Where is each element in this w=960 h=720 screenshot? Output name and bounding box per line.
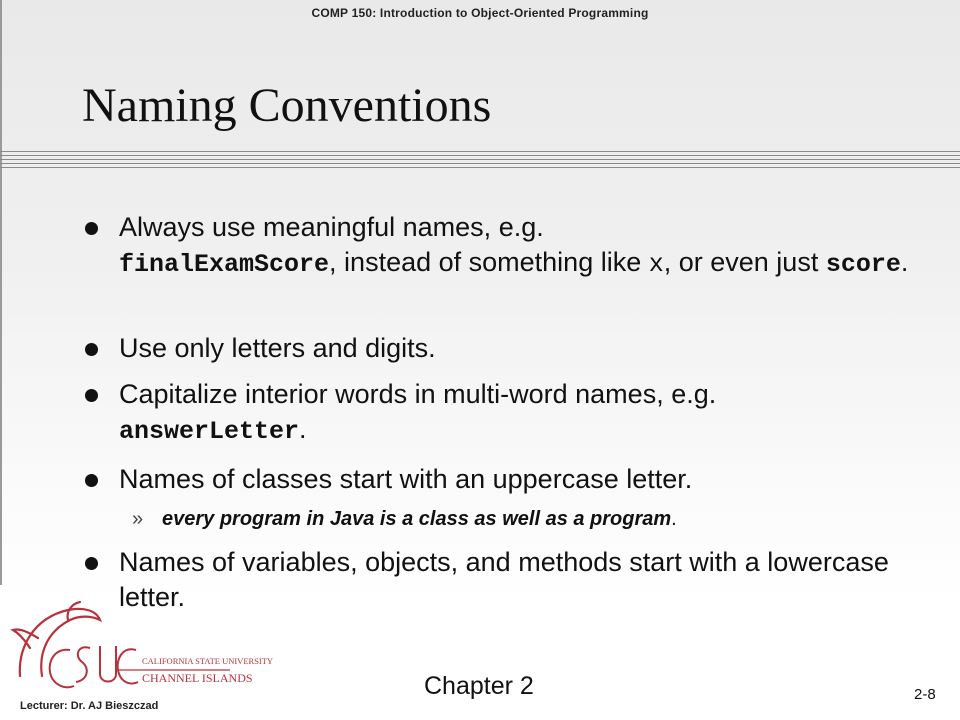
csuci-logo <box>8 598 274 708</box>
logo-line1: CALIFORNIA STATE UNIVERSITY <box>142 656 274 666</box>
bullet-letters-digits: Use only letters and digits. <box>119 331 919 366</box>
bullet-dot-icon <box>85 343 98 356</box>
code-answerLetter: answerLetter <box>119 417 300 446</box>
bullet-dot-icon <box>85 222 98 235</box>
title-divider <box>0 151 960 173</box>
dolphin-icon <box>13 602 100 676</box>
bullet-variables-lowercase: Names of variables, objects, and methods start with a lowercase letter. <box>119 545 909 615</box>
bullet-meaningful-names: Always use meaningful names, e.g. finalExamScore, instead of something like x, or even just score. <box>119 210 919 282</box>
chapter-label: Chapter 2 <box>424 672 534 700</box>
code-x: x <box>648 250 664 279</box>
slide-title: Naming Conventions <box>82 79 492 132</box>
sub-bullet-java-class: » every program in Java is a class as well as a program. <box>132 508 677 530</box>
csuci-monogram-icon <box>50 646 138 687</box>
logo-line2: CHANNEL ISLANDS <box>142 671 253 685</box>
course-header: COMP 150: Introduction to Object-Oriented Programming <box>311 6 649 20</box>
sub-bullet-marker: » <box>132 508 144 530</box>
left-border <box>0 0 2 585</box>
page-number: 2-8 <box>914 686 936 703</box>
bullet-capitalize: Capitalize interior words in multi-word names, e.g. answerLetter. <box>119 377 919 449</box>
bullet-classes-uppercase: Names of classes start with an uppercase letter. <box>119 462 919 497</box>
code-finalExamScore: finalExamScore <box>119 250 330 279</box>
bullet-dot-icon <box>85 557 98 570</box>
bullet-dot-icon <box>85 474 98 487</box>
lecturer-credit: Lecturer: Dr. AJ Bieszczad <box>20 700 159 712</box>
bullet-dot-icon <box>85 389 98 402</box>
code-score: score <box>825 250 901 279</box>
